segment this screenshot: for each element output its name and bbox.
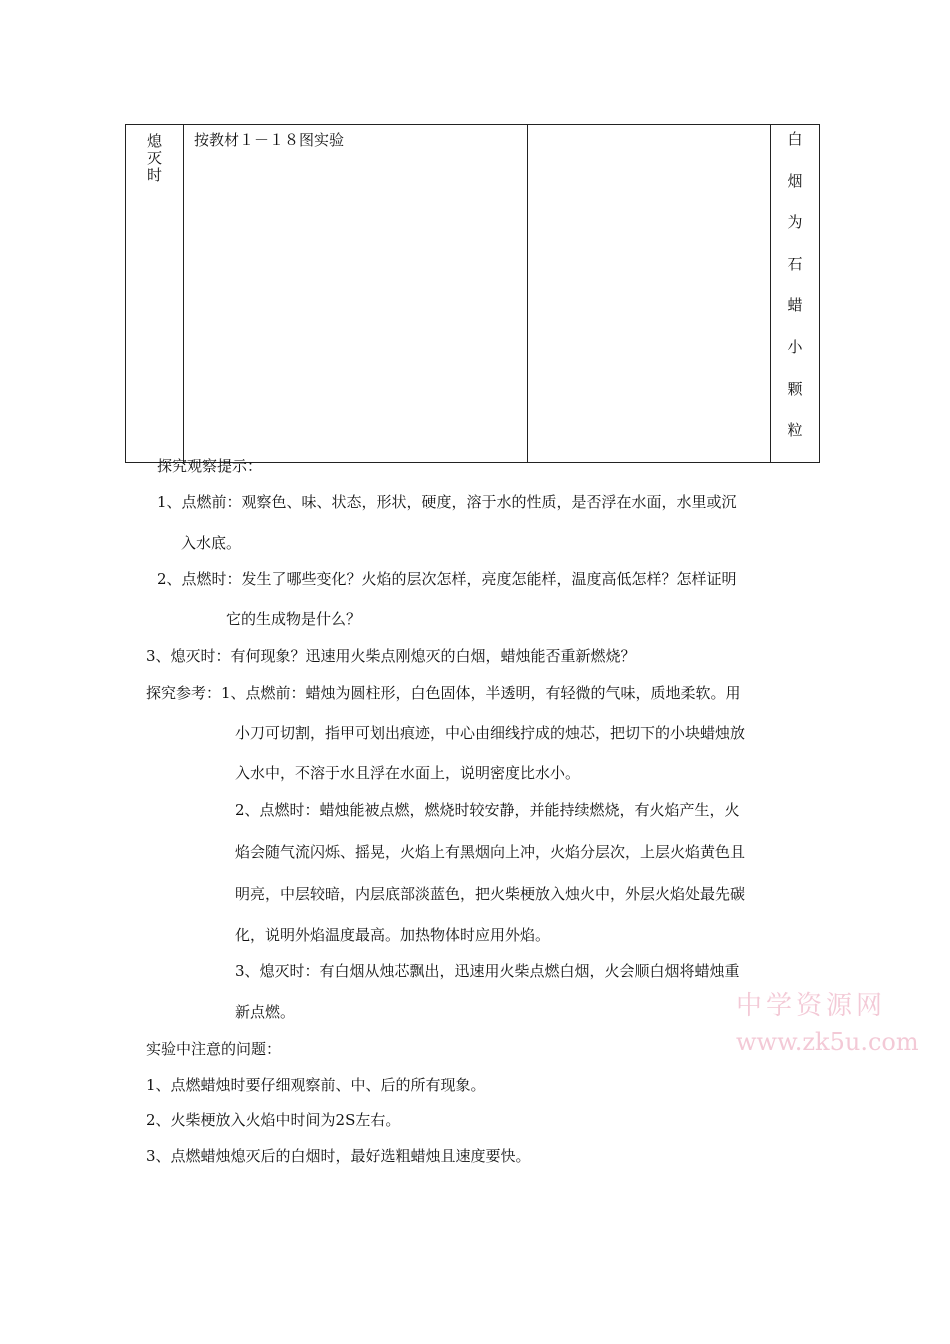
stage-label-char: 熄 [146,132,162,150]
note-char: 白 [787,130,803,148]
watermark [736,985,919,1056]
hint-item-1-cont: 入水底。 [181,534,242,552]
method-cell [184,125,528,463]
stage-cell [126,125,184,463]
note-char: 为 [787,213,803,232]
notes-heading: 实验中注意的问题： [146,1040,282,1058]
reference-line: 明亮，中层较暗，内层底部淡蓝色，把火柴梗放入烛火中，外层火焰处最先碳 [235,885,746,903]
watermark-url: www.zk5u.com [736,1028,919,1056]
table-row [126,125,820,463]
hint-item-2: 2、点燃时：发生了哪些变化？火焰的层次怎样，亮度怎能样，温度高低怎样？怎样证明 [157,570,737,588]
stage-label-char: 灭 [146,149,162,167]
reference-line: 焰会随气流闪烁、摇晃，火焰上有黑烟向上冲，火焰分层次，上层火焰黄色且 [235,843,746,861]
reference-line: 小刀可切割，指甲可划出痕迹，中心由细线拧成的烛芯，把切下的小块蜡烛放 [235,724,746,742]
phenomenon-cell [528,125,771,463]
hint-item-2-cont: 它的生成物是什么？ [226,610,362,628]
method-text: 按教材１－１８图实验 [194,131,345,149]
experiment-table [125,124,820,463]
note-char: 粒 [787,421,803,440]
reference-line: 新点燃。 [235,1003,296,1021]
hint-item-3: 3、熄灭时：有何现象？迅速用火柴点刚熄灭的白烟，蜡烛能否重新燃烧？ [146,647,636,665]
hints-heading: 探究观察提示： [157,457,263,475]
reference-line: 化，说明外焰温度最高。加热物体时应用外焰。 [235,926,551,944]
reference-line: 入水中，不溶于水且浮在水面上，说明密度比水小。 [235,764,581,782]
note-cell [771,125,820,463]
stage-label [146,133,164,184]
note-item-3: 3、点燃蜡烛熄灭后的白烟时，最好选粗蜡烛且速度要快。 [146,1147,531,1165]
note-char: 石 [787,254,803,273]
note-char: 蜡 [787,296,803,315]
watermark-title: 中学资源网 [736,991,887,1021]
note-vertical-text [771,125,819,462]
stage-label-char: 时 [146,166,162,184]
hint-item-1: 1、点燃前：观察色、味、状态，形状，硬度，溶于水的性质，是否浮在水面，水里或沉 [157,493,737,511]
reference-line: 探究参考：1、点燃前：蜡烛为圆柱形，白色固体，半透明，有轻微的气味，质地柔软。用 [146,684,741,702]
note-char: 小 [787,337,803,356]
reference-line: 3、熄灭时：有白烟从烛芯飘出，迅速用火柴点燃白烟，火会顺白烟将蜡烛重 [235,962,740,980]
note-char: 烟 [787,171,803,190]
note-item-2: 2、火柴梗放入火焰中时间为2S左右。 [146,1111,401,1129]
reference-line: 2、点燃时：蜡烛能被点燃，燃烧时较安静，并能持续燃烧，有火焰产生，火 [235,801,740,819]
note-char: 颗 [787,379,803,398]
note-item-1: 1、点燃蜡烛时要仔细观察前、中、后的所有现象。 [146,1076,486,1094]
